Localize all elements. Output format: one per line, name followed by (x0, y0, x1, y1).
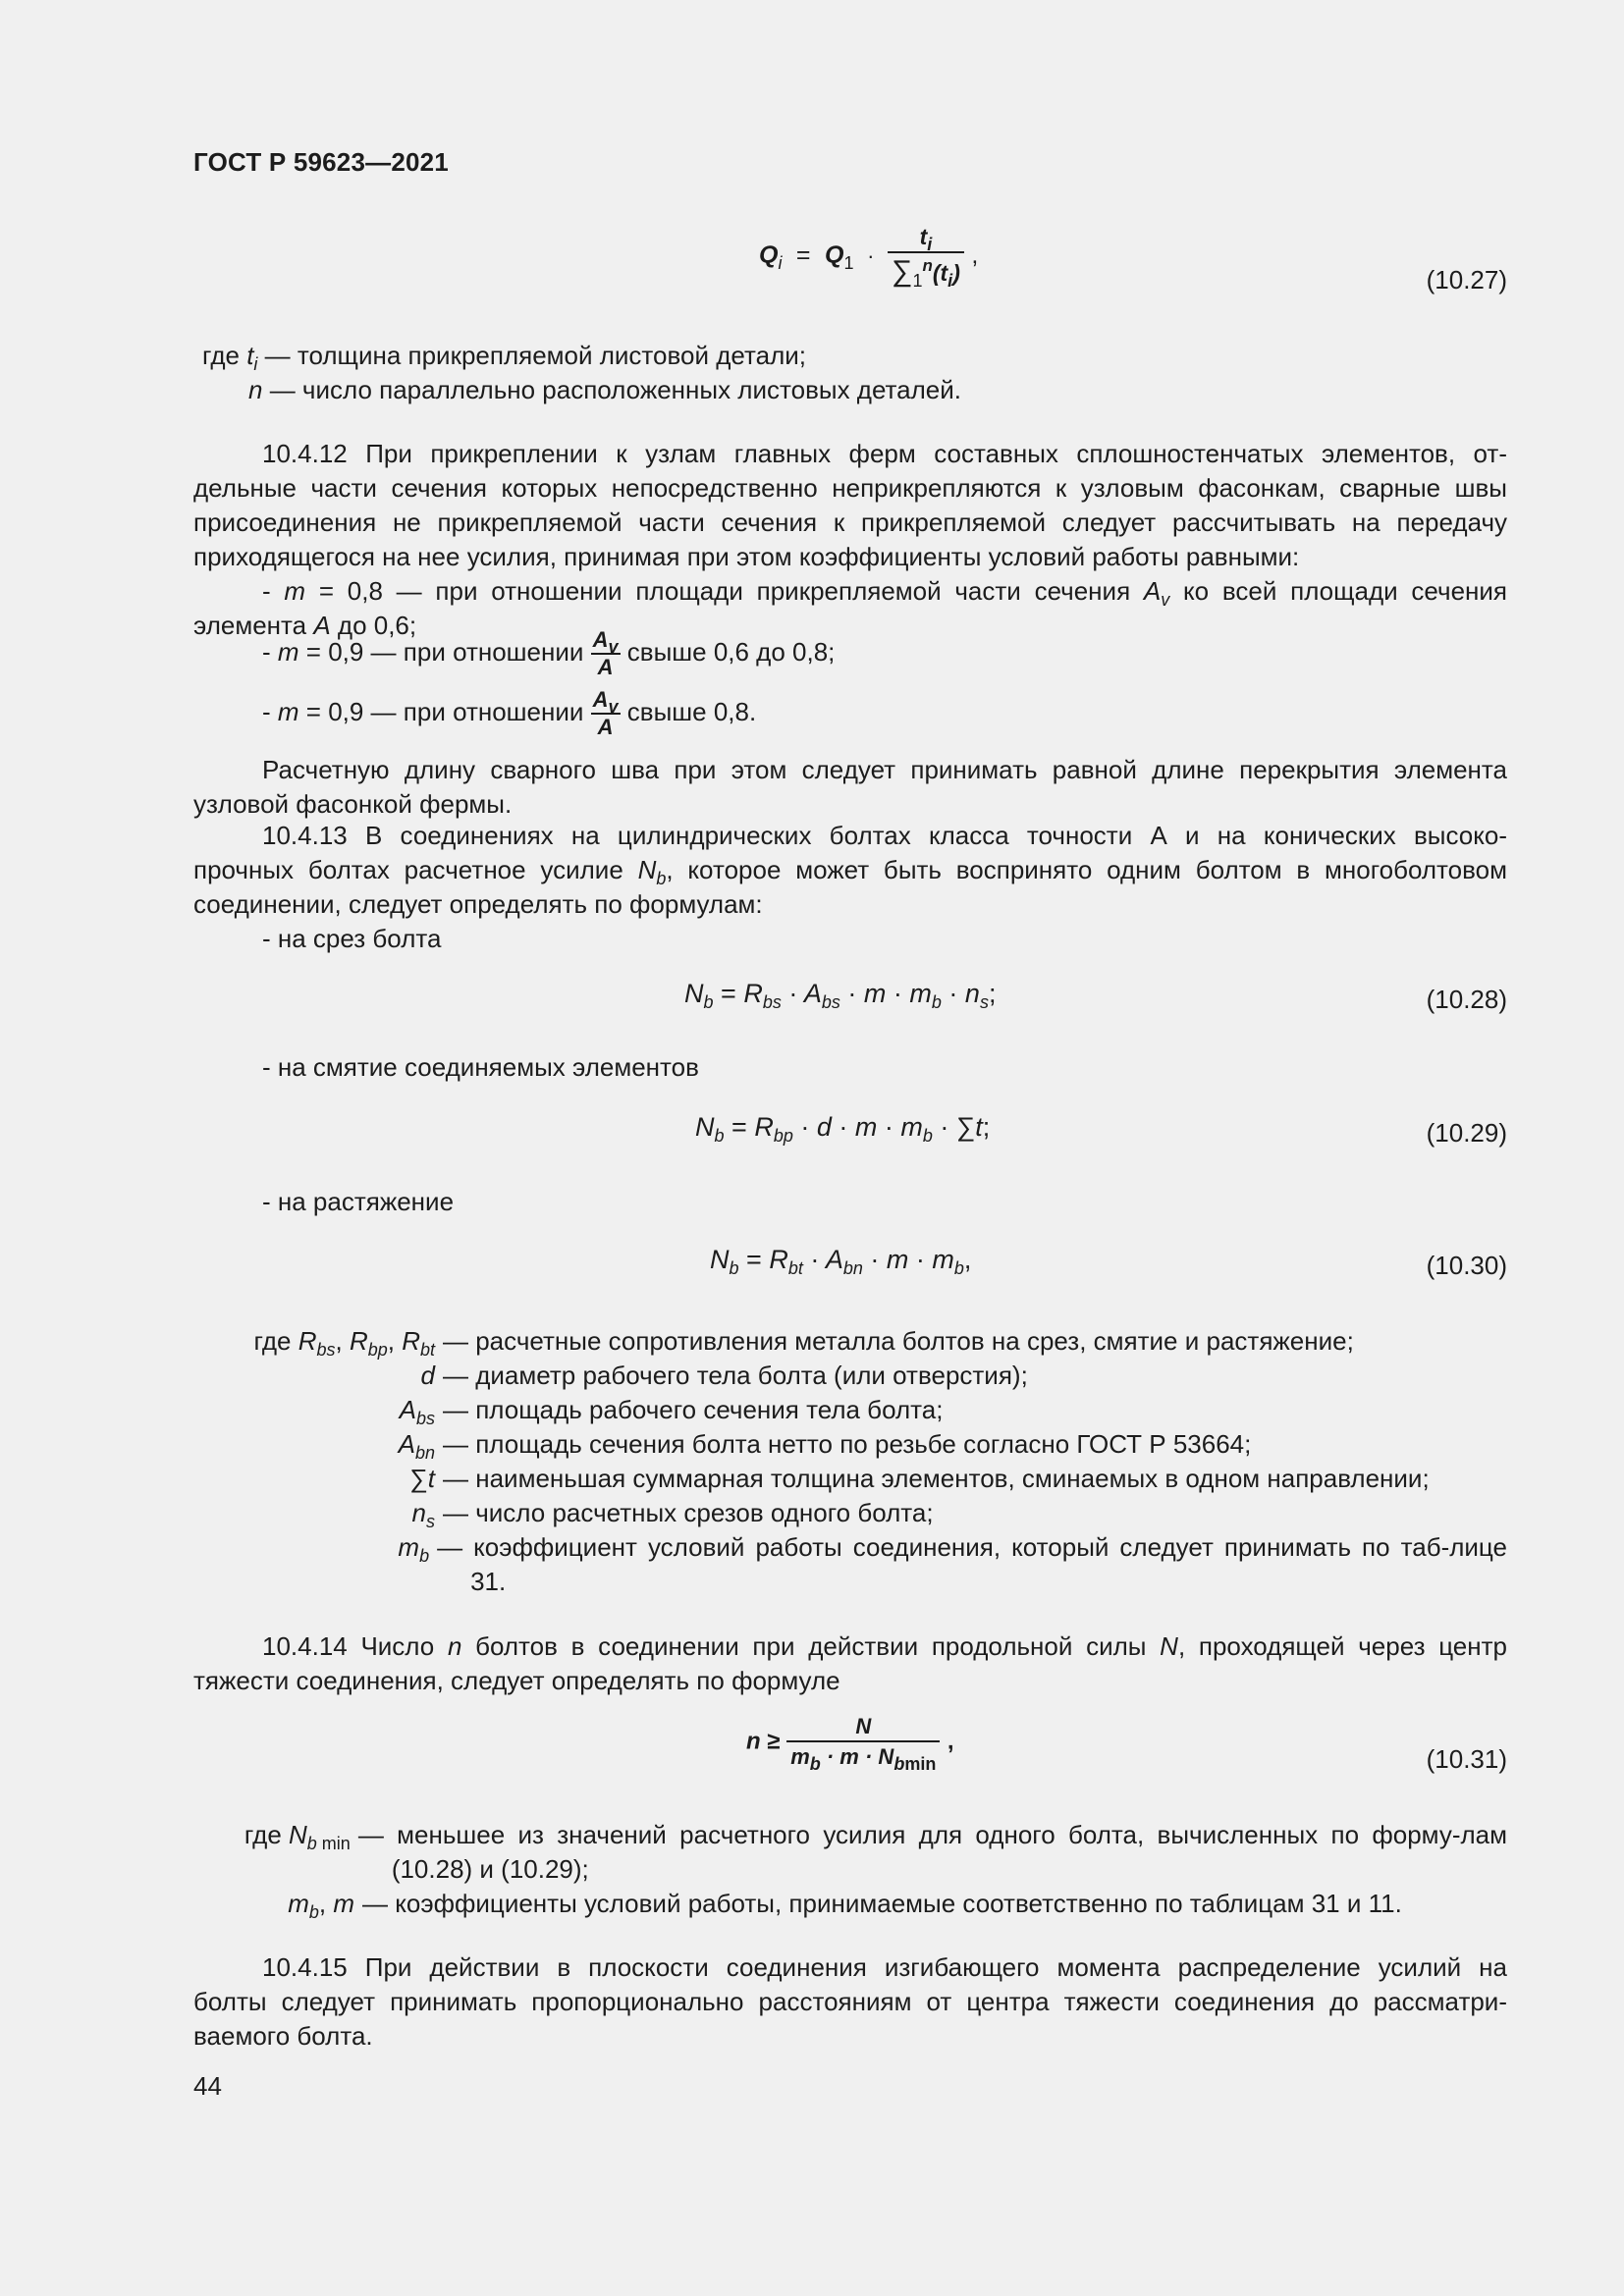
fraction-av-a-2: $\frac{A_v}{A}$ (592, 687, 619, 739)
formula-10-28: $N_b = R_{bs} \cdot A_{bs} \cdot m \cdot m_b \cdot n_s$; (684, 979, 997, 1012)
definition-t-i: — толщина прикрепляемой листовой детали; (264, 341, 807, 370)
formula-10-27: $Q_i = Q_1$ · $\frac{t_i}{\sum_1^n(t_i)}$ , (759, 224, 979, 291)
bullet-bearing: - на смятие соединяемых элементов (262, 1052, 699, 1082)
bullet-tension: - на растяжение (262, 1187, 455, 1216)
equation-number-10-28: (10.28) (1426, 985, 1507, 1014)
paragraph-10-4-15: 10.4.15 При действии в плоскости соединения изгибающего момента распределение усилий на болты следует принимать пропорционально расстояниям от центра тяжести соединения до рассматри- ваемого болта. (193, 1952, 1507, 2051)
bullet-shear: - на срез болта (262, 924, 442, 953)
where-block-3: где $N_b$ $_{min}$ — меньшее из значений расчетного усилия для одного болта, вычисленных по форму-лам (10.28) и (10.29); $m_b$, m — коэффициенты условий работы, принимаемые соответственно по таблицам 31 и 11. (244, 1820, 1507, 1922)
equation-number-10-31: (10.31) (1426, 1744, 1507, 1774)
symbol-t-i: $t_i$ (246, 341, 258, 374)
paragraph-10-4-13: 10.4.13 В соединениях на цилиндрических болтах класса точности А и на конических высоко- прочных болтах расчетное усилие $N_b$, которое может быть воспринято одним болтом в многоболтовом соединении, следует определять по формулам: - на срез болта (193, 819, 1507, 956)
definition-n: — число параллельно расположенных листовых деталей. (269, 375, 962, 404)
paragraph-10-4-14: 10.4.14 Число n болтов в соединении при действии продольной силы N, проходящей через центр тяжести соединения, следует определять по формуле (193, 1631, 1507, 1695)
bullet-m-0-8: - m = 0,8 — при отношении площади прикрепляемой части сечения $A_v$ ко всей площади сечения (262, 576, 1507, 610)
where-lead: где (202, 341, 240, 370)
equation-number-10-30: (10.30) (1426, 1251, 1507, 1280)
bullet-m-0-9-a: - m = 0,9 — при отношении $\frac{A_v}{A}$ свыше 0,6 до 0,8; (262, 627, 836, 679)
where-block-2: где $R_{bs}$, $R_{bp}$, $R_{bt}$ — расчетные сопротивления металла болтов на срез, смятие и растяжение; d — диаметр рабочего тела болта (или отверстия); $A_{bs}$ — площадь рабочего сечения тела болта; $A_{bn}$ — площадь сечения болта нетто по резьбе согласно ГОСТ Р 53664; ∑t — наименьшая суммарная толщина элементов, сминаемых в одном направлении; $n_s$ — число расчетных срезов одного болта; $m_b$ — коэффициент условий работы соединения, который следует принимать по таб-лице 31. (253, 1326, 1507, 1596)
equation-number-10-27: (10.27) (1426, 265, 1507, 294)
document-header: ГОСТ Р 59623—2021 (193, 147, 449, 177)
paragraph-10-4-12: 10.4.12 При прикреплении к узлам главных ферм составных сплошностенчатых элементов, от- дельные части сечения которых непосредственно неприкрепляются к узловым фасонкам, сварные швы присоединения не прикрепляемой части сечения к прикрепляемой следует рассчитывать на передачу приходящегося на нее усилия, принимая при этом коэффициенты условий работы равными: - m = 0,8 — при отношении площади прикрепляемой части сечения $A_v$ ко всей площади сечения элемента A до 0,6; (193, 439, 1507, 640)
formula-10-31: n ≥ $\frac{N}{m_b \cdot m \cdot N_{bmin}}$ , (746, 1714, 954, 1774)
symbol-n: n (248, 375, 263, 404)
paragraph-calc-length: Расчетную длину сварного шва при этом следует принимать равной длине перекрытия элемента узловой фасонкой фермы. (193, 755, 1507, 819)
page-number: 44 (193, 2071, 222, 2101)
bullet-m-0-9-b: - m = 0,9 — при отношении $\frac{A_v}{A}$ свыше 0,8. (262, 687, 757, 739)
where-block-1 (202, 339, 961, 407)
equation-number-10-29: (10.29) (1426, 1118, 1507, 1148)
fraction-av-a: $\frac{A_v}{A}$ (592, 627, 619, 679)
formula-10-29: $N_b = R_{bp} \cdot d \cdot m \cdot m_b \cdot \sum t$; (695, 1112, 991, 1146)
formula-10-30: $N_b = R_{bt} \cdot A_{bn} \cdot m \cdot m_b$, (710, 1245, 972, 1278)
